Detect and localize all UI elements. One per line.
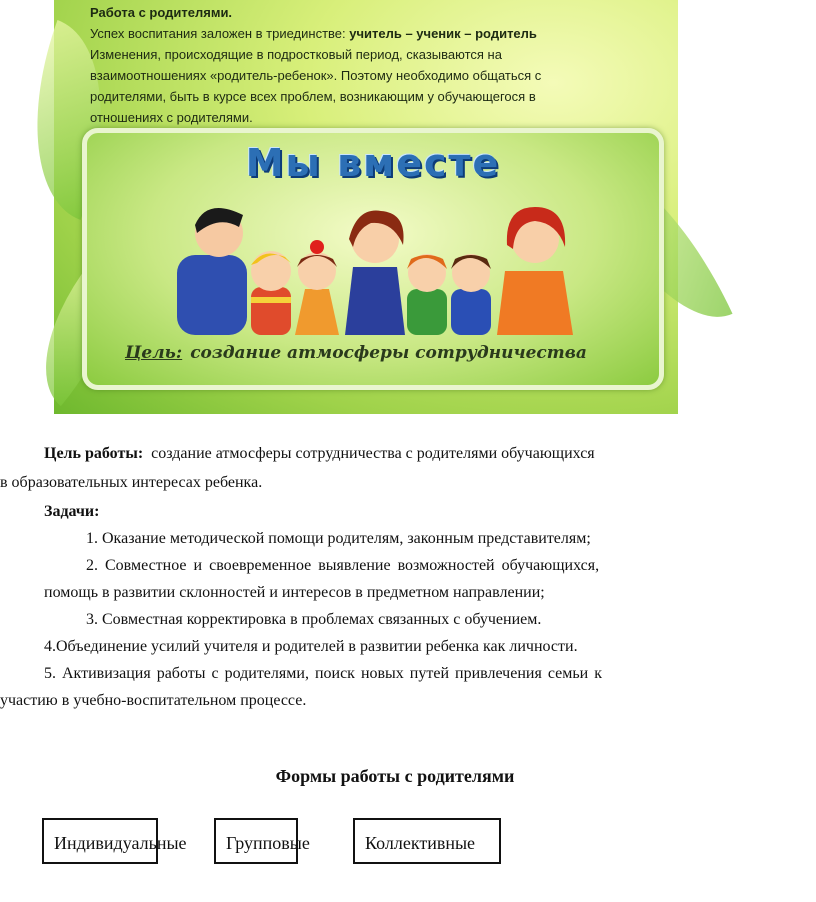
task-item-3: 3. Совместная корректировка в проблемах связанных с обучением.	[86, 611, 542, 628]
goal-label: Цель работы:	[44, 445, 144, 462]
boy-figure	[251, 251, 291, 335]
task-item-2-continued: помощь в развитии склонностей и интересов в предметном направлении;	[44, 584, 545, 601]
banner-heading: Работа с родителями.	[90, 5, 233, 20]
task-item-1: 1. Оказание методической помощи родителям, законным представителям;	[86, 530, 591, 547]
girl-figure	[295, 240, 339, 335]
goal-line	[44, 445, 595, 463]
boy-figure	[451, 254, 491, 335]
banner-line: отношениях с родителями.	[90, 110, 253, 125]
task-item-4: 4.Объединение усилий учителя и родителей в развитии ребенка как личности.	[44, 638, 578, 655]
banner-line: Успех воспитания заложен в триединстве: учитель – ученик – родитель	[90, 26, 537, 41]
banner-image	[54, 0, 678, 414]
family-illustration	[167, 185, 587, 335]
form-box-individual: Индивидуальные	[42, 818, 158, 864]
teacher-figure	[345, 211, 405, 335]
triad-text: учитель – ученик – родитель	[349, 26, 537, 41]
poster-panel	[82, 128, 664, 390]
forms-title: Формы работы с родителями	[275, 766, 515, 786]
tasks-label: Задачи:	[44, 503, 100, 520]
poster-goal-label: Цель:	[125, 343, 183, 363]
mother-figure	[497, 207, 573, 335]
form-box-group: Групповые	[214, 818, 298, 864]
task-item-5-continued: участию в учебно-воспитательном процессе.	[0, 692, 307, 709]
banner-text	[90, 2, 646, 128]
form-box-collective: Коллективные	[353, 818, 501, 864]
girl-figure	[407, 254, 447, 335]
banner-line: взаимоотношениях «родитель-ребенок». Поэтому необходимо общаться с	[90, 68, 542, 83]
task-item-2: 2. Совместное и своевременное выявление возможностей обучающихся,	[86, 557, 600, 574]
banner-line: родителями, быть в курсе всех проблем, возникающим у обучающегося в	[90, 89, 536, 104]
poster-title: Мы вместе	[245, 141, 501, 185]
poster-goal	[125, 343, 587, 363]
poster-goal-text: создание атмосферы сотрудничества	[190, 343, 587, 363]
banner-line: Изменения, происходящие в подростковый период, сказываются на	[90, 47, 502, 62]
task-item-5: 5. Активизация работы с родителями, поиск новых путей привлечения семьи к	[44, 665, 602, 682]
goal-text-continued: в образовательных интересах ребенка.	[0, 474, 263, 491]
goal-text: создание атмосферы сотрудничества с родителями обучающихся	[151, 445, 595, 462]
father-figure	[177, 208, 247, 335]
